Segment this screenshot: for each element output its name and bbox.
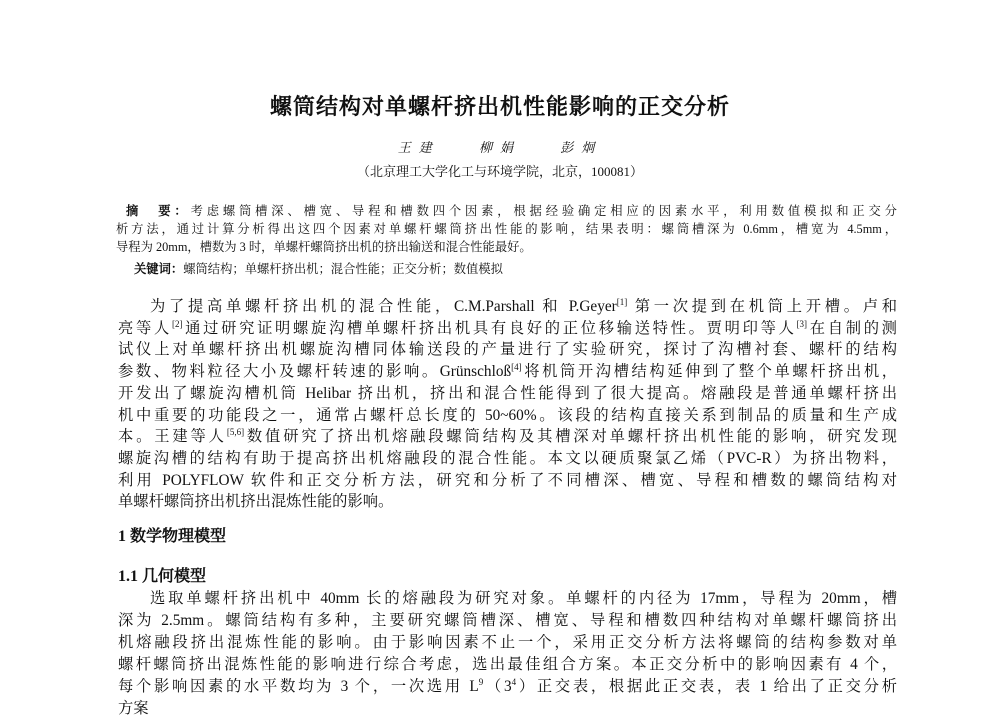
text-line	[118, 359, 897, 381]
text-segment: 试仪上对单螺杆挤出机螺旋沟槽同体输送段的产量进行了实验研究，探讨了沟槽衬套、螺杆的结构	[118, 341, 897, 359]
text-segment: 第一次提到在机筒上开槽。卢和	[627, 298, 898, 315]
superscript: [3]	[796, 318, 808, 329]
text-segment: 数值研究了挤出机熔融段螺筒结构及其槽深对单螺杆挤出机性能的影响，研究发现	[244, 428, 897, 446]
text-line	[118, 630, 897, 652]
text-segment: 在自制的测	[807, 319, 897, 337]
text-line	[118, 316, 897, 338]
abstract-line: 导程为 20mm，槽数为 3 时，单螺杆螺筒挤出机的挤出输送和混合性能最好。	[116, 240, 532, 254]
keywords	[134, 259, 905, 277]
keywords-text: 螺筒结构；单螺杆挤出机；混合性能；正交分析；数值模拟	[183, 262, 503, 276]
text-segment: 将机筒开沟槽结构延伸到了整个单螺杆挤出机，	[521, 363, 897, 381]
text-line	[118, 652, 897, 674]
abstract-line	[126, 201, 897, 219]
text-line	[118, 446, 897, 468]
text-segment: 开发出了螺旋沟槽机筒 Helibar 挤出机，挤出和混合性能得到了很大提高。熔融段是普通单螺杆挤出	[118, 384, 897, 402]
text-segment: （3	[483, 678, 512, 695]
authors: 王建 柳娟 彭炯	[397, 140, 603, 155]
text-line	[118, 468, 897, 490]
abstract-label: 摘 要：	[126, 204, 191, 218]
text-segment: 每个影响因素的水平数均为 3 个，一次选用 L	[118, 678, 479, 695]
superscript: [2]	[171, 318, 183, 329]
subsection-heading: 1.1 几何模型	[118, 568, 207, 585]
superscript: [4]	[511, 362, 522, 373]
text-line	[118, 489, 897, 511]
text-line	[118, 381, 897, 403]
text-line	[118, 424, 897, 446]
text-segment: 利用 POLYFLOW 软件和正交分析方法，研究和分析了不同槽深、槽宽、导程和槽数的螺筒结构对	[118, 471, 897, 489]
text-segment: 螺旋沟槽的结构有助于提高挤出机熔融段的混合性能。本文以硬质聚氯乙烯（PVC-R）为挤出物料，	[118, 449, 897, 467]
superscript: [1]	[616, 297, 628, 307]
text-segment: ）正交表，根据此正交表，表 1 给出了正交分析	[516, 678, 897, 695]
text-line	[118, 608, 897, 630]
text-segment: 机熔融段挤出混炼性能的影响。由于影响因素不止一个，采用正交分析方法将螺筒的结构参数对单	[118, 634, 897, 651]
text-segment: 深为 2.5mm。螺筒结构有多种，主要研究螺筒槽深、槽宽、导程和槽数四种结构对单螺杆螺筒挤出	[118, 612, 897, 629]
text-segment: 本。王建等人	[118, 428, 227, 446]
abstract-line: 析方法，通过计算分析得出这四个因素对单螺杆螺筒挤出性能的影响，结果表明：螺筒槽深为 0.6mm，槽宽为 4.5mm，	[116, 222, 897, 236]
text-segment: 选取单螺杆挤出机中 40mm 长的熔融段为研究对象。单螺杆的内径为 17mm，导程为 20mm，槽	[150, 590, 897, 607]
text-line	[150, 294, 897, 316]
superscript: 4	[511, 677, 517, 687]
superscript: 9	[478, 677, 484, 687]
text-segment: 螺杆螺筒挤出混炼性能的影响进行综合考虑，选出最佳组合方案。本正交分析中的影响因素有 4 个，	[118, 656, 897, 673]
text-segment: 方案	[118, 700, 149, 717]
text-line	[118, 674, 897, 696]
text-line	[118, 403, 897, 425]
text-segment: 机中重要的功能段之一，通常占螺杆总长度的 50~60%。该段的结构直接关系到制品的质量和生产成	[118, 406, 897, 424]
text-segment: 为了提高单螺杆挤出机的混合性能，C.M.Parshall 和 P.Geyer	[150, 298, 617, 315]
affiliation: （北京理工大学化工与环境学院，北京，100081）	[356, 164, 643, 179]
text-segment: 单螺杆螺筒挤出机挤出混炼性能的影响。	[118, 493, 394, 511]
abstract-text: 考虑螺筒槽深、槽宽、导程和槽数四个因素，根据经验确定相应的因素水平，利用数值模拟和正交分	[190, 204, 897, 218]
superscript: [5,6]	[226, 427, 245, 438]
text-segment: 亮等人	[118, 319, 172, 337]
paper-title: 螺筒结构对单螺杆挤出机性能影响的正交分析	[269, 94, 730, 119]
text-line	[118, 337, 897, 359]
text-segment: 参数、物料粒径大小及螺杆转速的影响。Grünschloß	[118, 363, 512, 381]
text-line	[118, 696, 897, 718]
keywords-label: 关键词：	[134, 262, 184, 276]
section-heading: 1 数学物理模型	[118, 528, 227, 545]
text-segment: 通过研究证明螺旋沟槽单螺杆挤出机具有良好的正位移输送特性。贾明印等人	[182, 319, 797, 337]
text-line	[150, 586, 897, 608]
